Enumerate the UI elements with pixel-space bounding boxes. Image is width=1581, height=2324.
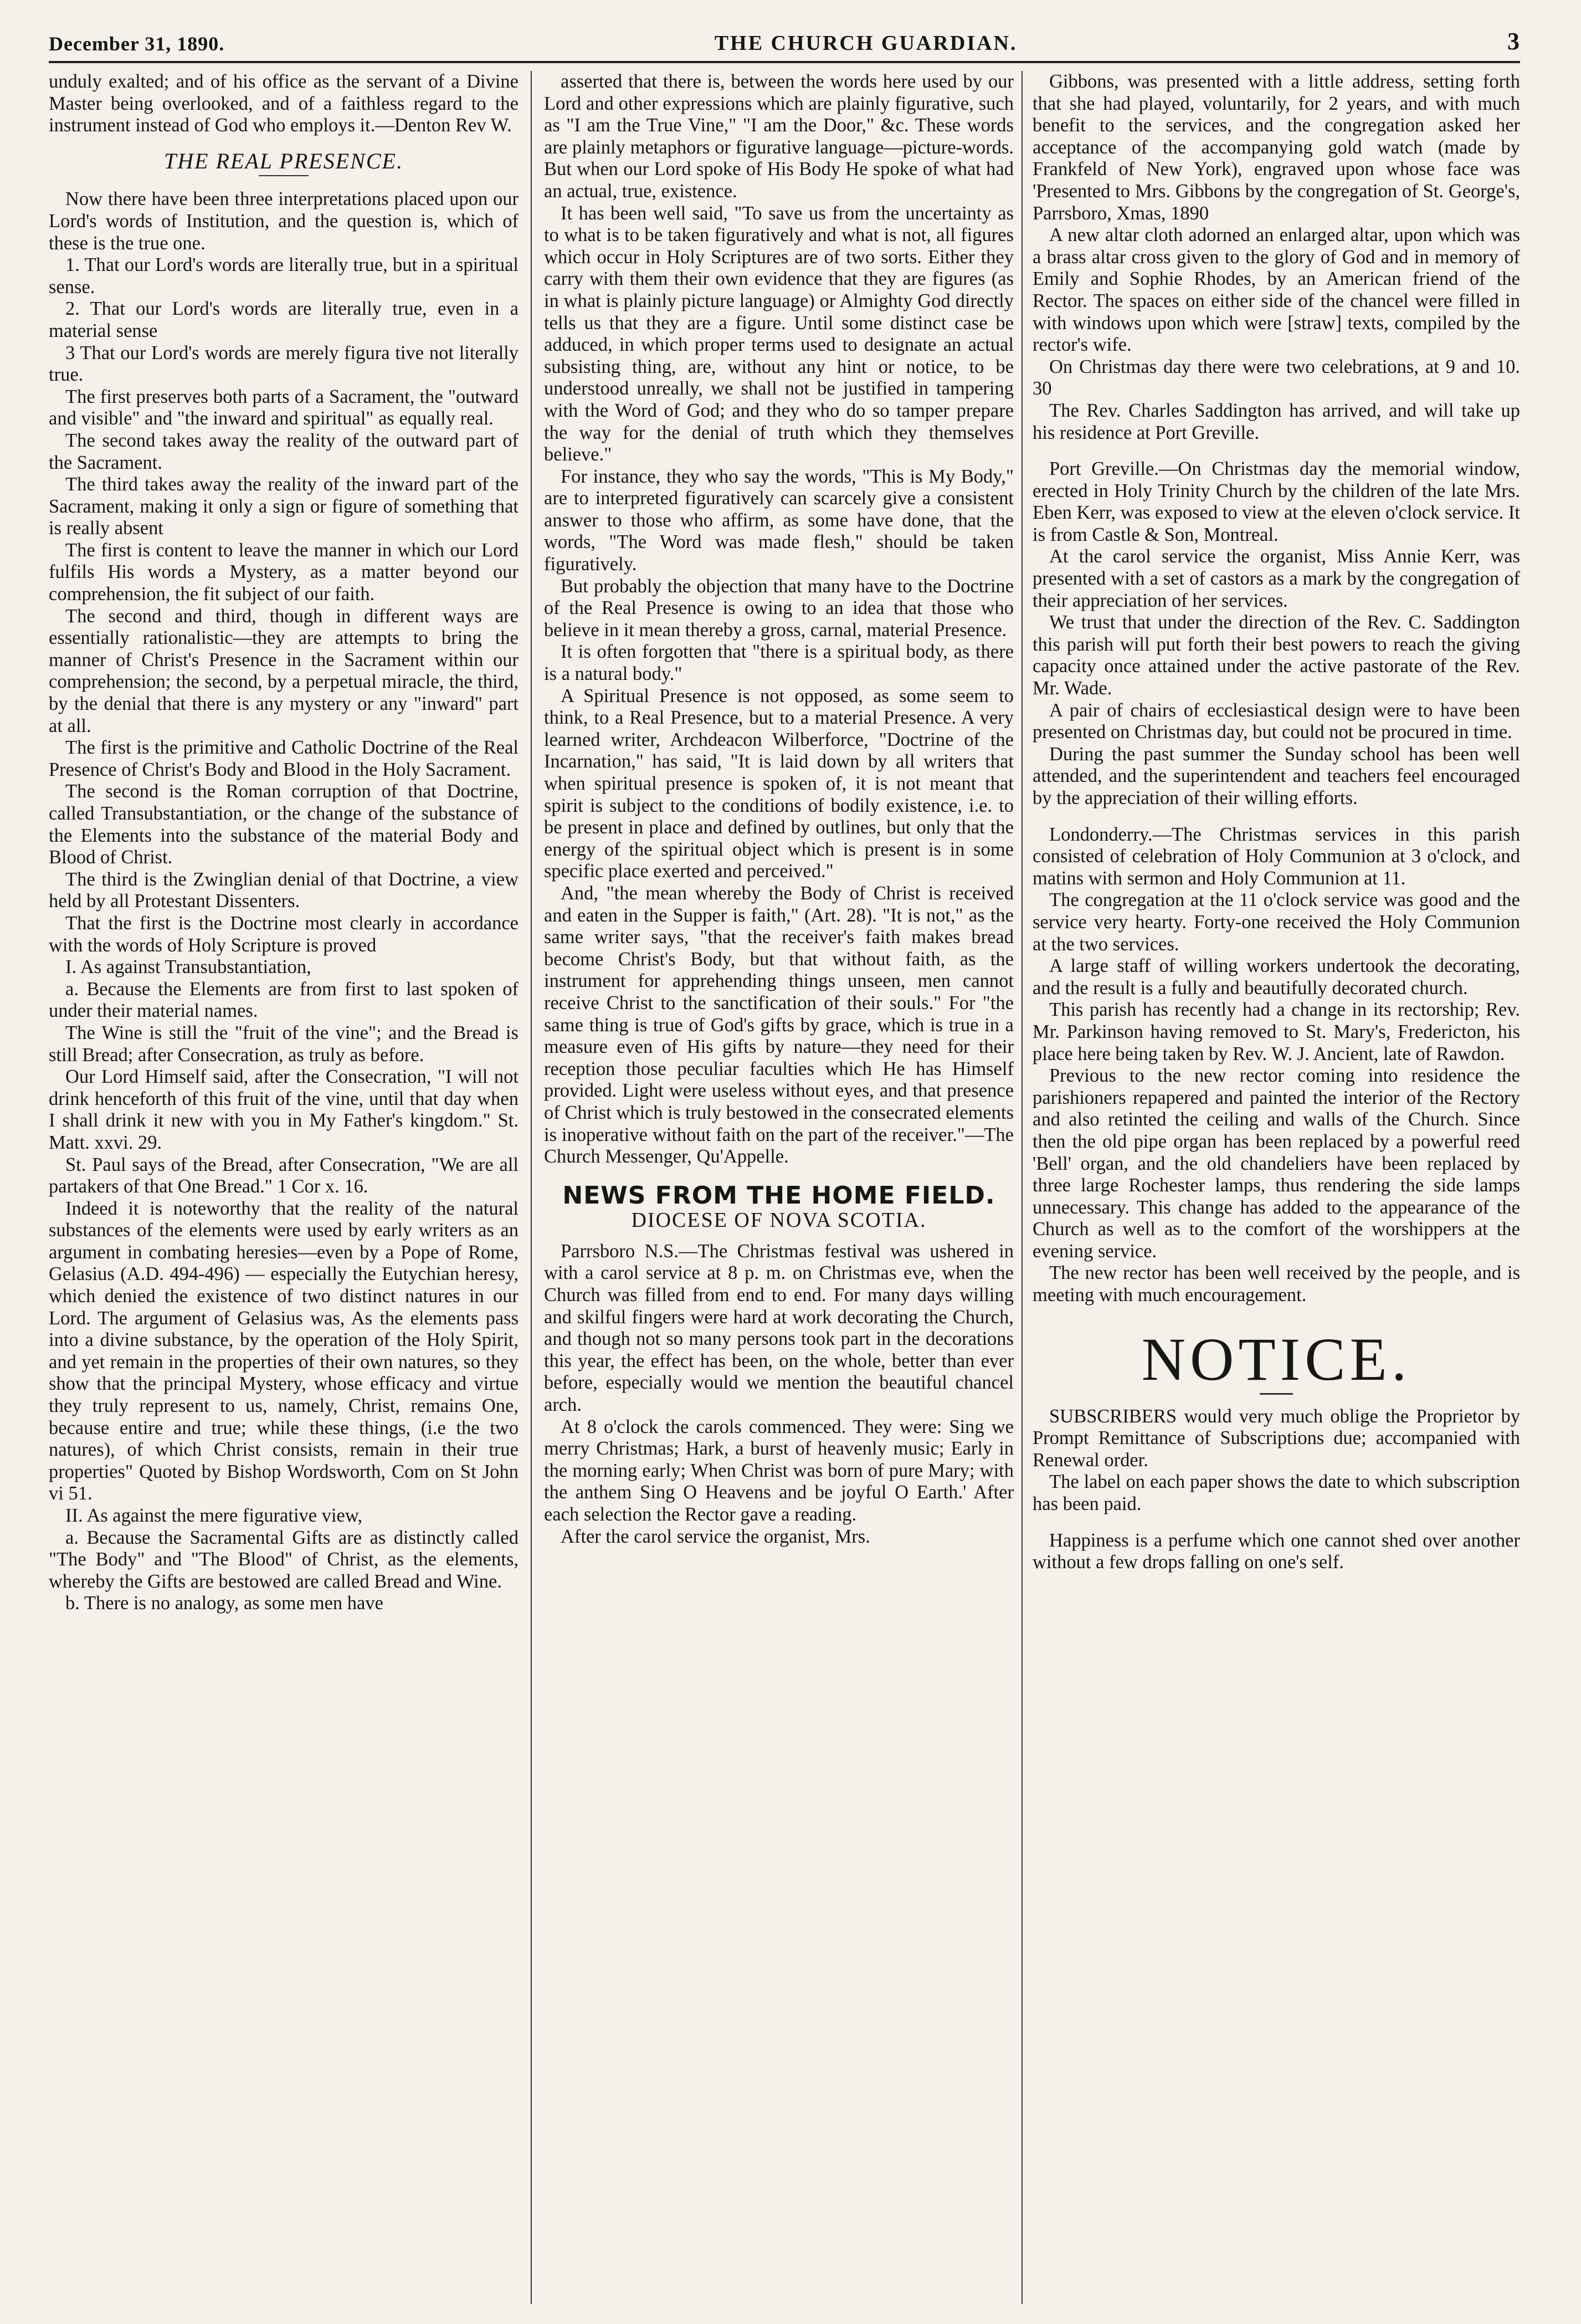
page-header: [49, 17, 1520, 55]
paragraph: Now there have been three interpretations placed upon our Lord's words of Institution, and the question is, which of these is the true one.: [49, 188, 519, 254]
paragraph: The first is content to leave the manner in which our Lord fulfils His words a Mystery, as a matter beyond our comprehension, the fit subject of our faith.: [49, 539, 519, 605]
paragraph: A new altar cloth adorned an enlarged altar, upon which was a brass altar cross given to the glory of God and in memory of Emily and Sophie Rhodes, by an American friend of the Rector. The spaces on either side of the chancel were filled in with windows upon which were [straw] texts, compiled by the rector's wife.: [1033, 224, 1520, 356]
paragraph: And, "the mean whereby the Body of Christ is received and eaten in the Supper is faith," (Art. 28). "It is not," as the same writer says, "that the receiver's faith makes bread become Christ's Body, but that without faith, as the instrument for apprehending things unseen, men cannot receive Christ to the sanctification of their souls." For "the same thing is true of God's gifts by grace, which is true in a measure even of His gifts by nature—they need for their reception those peculiar faculties which He has Himself provided. Light were useless without eyes, and that presence of Christ which is truly bestowed in the consecrated elements is inoperative without faith on the part of the receiver."—The Church Messenger, Qu'Appelle.: [544, 882, 1014, 1168]
paragraph: b. There is no analogy, as some men have: [65, 1593, 383, 1614]
article-body: [544, 71, 1014, 1168]
spacer: [1033, 444, 1520, 458]
paragraph: At the carol service the organist, Miss Annie Kerr, was presented with a set of castors as a mark by the congregation of their appreciation of her services.: [1033, 546, 1520, 611]
column-3: [1033, 71, 1520, 2299]
paragraph: Parrsboro N.S.—The Christmas festival was ushered in with a carol service at 8 p. m. on Christmas eve, when the Church was filled from end to end. For many days willing and skilful fingers were hard at work decorating the Church, and though not so many persons took part in the decorations this year, the effect has been, on the whole, better than ever before, especially would we mention the beautiful chancel arch.: [544, 1240, 1014, 1416]
news-body: [1033, 71, 1520, 444]
column-2: [544, 71, 1014, 2299]
paragraph: 2. That our Lord's words are literally true, even in a material sense: [49, 298, 519, 341]
header-title: THE CHURCH GUARDIAN.: [714, 32, 1018, 55]
page-number: 3: [1507, 28, 1520, 55]
news-body: [544, 1241, 1014, 1548]
paragraph: Previous to the new rector coming into residence the parishioners repapered and painted the interior of the Rectory and also retinted the ceiling and walls of the Church. Since then the old pipe organ has been replaced by a powerful reed 'Bell' organ, and the old chandeliers have been replaced by three large Rochester lamps, thus rendering the side lamps unnecessary. This change has added to the appearance of the Church as well as to the comfort of the worshippers at the evening service.: [1033, 1065, 1520, 1262]
paragraph: The second is the Roman corruption of that Doctrine, called Transubstantiation, or the change of the substance of the Elements into the substance of the material Body and Blood of Christ.: [49, 781, 519, 868]
column-divider: [531, 71, 532, 2304]
paragraph: Gibbons, was presented with a little address, setting forth that she had played, voluntarily, for 2 years, and with much benefit to the services, and the congregation asked her acceptance of the accompanying gold watch (made by Frankfeld of New York), engraved upon whose face was 'Presented to Mrs. Gibbons by the congregation of St. George's, Parrsboro, Xmas, 1890: [1033, 71, 1520, 224]
article-body: [49, 188, 519, 1615]
paragraph: Port Greville.—On Christmas day the memorial window, erected in Holy Trinity Church by the children of the late Mrs. Eben Kerr, was exposed to view at the eleven o'clock service. It is from Castle & Son, Montreal.: [1033, 458, 1520, 545]
notice-heading: NOTICE.: [1141, 1325, 1411, 1393]
paragraph: We trust that under the direction of the Rev. C. Saddington this parish will put forth their best powers to reach the giving capacity once attained under the active pastorate of the Rev. Mr. Wade.: [1033, 612, 1520, 699]
paragraph: II. As against the mere figurative view,: [65, 1505, 363, 1526]
paragraph: The second takes away the reality of the outward part of the Sacrament.: [49, 429, 519, 473]
paragraph: A large staff of willing workers undertook the decorating, and the result is a fully and beautifully decorated church.: [1033, 955, 1520, 999]
paragraph: a. Because the Elements are from first to last spoken of under their material names.: [49, 978, 519, 1022]
paragraph: After the carol service the organist, Mrs.: [561, 1526, 870, 1547]
paragraph: a. Because the Sacramental Gifts are as distinctly called "The Body" and "The Blood" of Christ, as the elements, whereby the Gifts are bestowed are called Bread and Wine.: [49, 1527, 519, 1592]
news-body: [1033, 824, 1520, 1307]
notice-rule: [1260, 1393, 1293, 1395]
column-1: [49, 71, 519, 2299]
paragraph: The congregation at the 11 o'clock service was good and the service very hearty. Forty-one received the Holy Communion at the two services.: [1033, 889, 1520, 955]
paragraph: A Spiritual Presence is not opposed, as some seem to think, to a Real Presence, but to a material Presence. A very learned writer, Archdeacon Wilberforce, "Doctrine of the Incarnation," has said, "It is laid down by all writers that when spiritual presence is spoken of, it is not meant that spirit is subject to the conditions of bodily existence, i.e. to be present in place and defined by outlines, but only that the energy of the spiritual object which is present is in some specific place exerted and perceived.": [544, 685, 1014, 882]
paragraph: But probably the objection that many have to the Doctrine of the Real Presence is owing to an idea that those who believe in it mean thereby a gross, carnal, material Presence.: [544, 575, 1014, 641]
paragraph: On Christmas day there were two celebrations, at 9 and 10. 30: [1033, 356, 1520, 400]
paragraph: This parish has recently had a change in its rectorship; Rev. Mr. Parkinson having removed to St. Mary's, Fredericton, his place here being taken by Rev. W. J. Ancient, late of Rawdon.: [1033, 999, 1520, 1064]
notice-body: [1033, 1406, 1520, 1516]
paragraph: The first is the primitive and Catholic Doctrine of the Real Presence of Christ's Body and Blood in the Holy Sacrament.: [49, 737, 519, 780]
paragraph: That the first is the Doctrine most clearly in accordance with the words of Holy Scripture is proved: [49, 912, 519, 956]
spacer: [1033, 1516, 1520, 1530]
paragraph: St. Paul says of the Bread, after Consecration, "We are all partakers of that One Bread." 1 Cor x. 16.: [49, 1154, 519, 1197]
heading-rule: [259, 175, 309, 176]
article-heading: THE REAL PRESENCE.: [164, 148, 403, 173]
paragraph: 3 That our Lord's words are merely figura tive not literally true.: [49, 342, 519, 386]
paragraph: It has been well said, "To save us from the uncertainty as to what is to be taken figuratively and what is not, all figures which occur in Holy Scriptures are of two sorts. Either they carry with them their own evidence that they are figures (as in what is plainly picture language) or Almighty God directly tells us that they are a figure. Until some distinct case be adduced, in which proper terms used to designate an actual subsisting thing, are, without any hint or notice, to be understood unreally, we shall not be justified in tampering with the Word of God; and they who do so tamper prepare the way for the denial of truth which they themselves believe.": [544, 202, 1014, 465]
diocese-heading: DIOCESE OF NOVA SCOTIA.: [631, 1209, 927, 1232]
paragraph: During the past summer the Sunday school has been well attended, and the superintendent and teachers feel encouraged by the appreciation of their willing efforts.: [1033, 743, 1520, 808]
paragraph: The third is the Zwinglian denial of that Doctrine, a view held by all Protestant Dissenters.: [49, 868, 519, 912]
paragraph: Indeed it is noteworthy that the reality of the natural substances of the elements were used by early writers as an argument in combating heresies—even by a Pope of Rome, Gelasius (A.D. 494-496) — especially the Eutychian heresy, which denied the existence of two distinct natures in our Lord. The argument of Gelasius was, As the elements pass into a divine substance, by the operation of the Holy Spirit, and yet remain in the properties of their own natures, so they show that the principal Mystery, whose efficacy and virtue they truly represent to us, namely, Christ, remains One, because entire and true; while these things, (i.e the two natures), of which Christ consists, remain in their true properties" Quoted by Bishop Wordsworth, Com on St John vi 51.: [49, 1197, 519, 1504]
header-date: December 31, 1890.: [49, 33, 225, 55]
paragraph: At 8 o'clock the carols commenced. They were: Sing we merry Christmas; Hark, a burst of heavenly music; Early in the morning early; When Christ was born of pure Mary; with the anthem Sing O Heavens and be joyful O Earth.' After each selection the Rector gave a reading.: [544, 1416, 1014, 1525]
paragraph: It is often forgotten that "there is a spiritual body, as there is a natural body.": [544, 641, 1014, 685]
paragraph: A pair of chairs of ecclesiastical design were to have been presented on Christmas day, but could not be procured in time.: [1033, 699, 1520, 743]
paragraph: For instance, they who say the words, "This is My Body," are to interpreted figuratively can scarcely give a consistent answer to those who affirm, as some have done, that the words, "The Word was made flesh," should be taken figuratively.: [544, 465, 1014, 575]
news-body: [1033, 458, 1520, 810]
paragraph: 1. That our Lord's words are literally true, but in a spiritual sense.: [49, 254, 519, 298]
paragraph: I. As against Transubstantiation,: [65, 956, 311, 978]
column-divider: [1022, 71, 1023, 2304]
paragraph: Londonderry.—The Christmas services in this parish consisted of celebration of Holy Communion at 3 o'clock, and matins with sermon and Holy Communion at 11.: [1033, 823, 1520, 889]
paragraph: Our Lord Himself said, after the Consecration, "I will not drink henceforth of this fruit of the vine, until that day when I shall drink it new with you in My Father's kingdom." St. Matt. xxvi. 29.: [49, 1066, 519, 1153]
paragraph: The first preserves both parts of a Sacrament, the "outward and visible" and "the inward and spiritual" as equally real.: [49, 386, 519, 429]
paragraph: The second and third, though in different ways are essentially rationalistic—they are attempts to bring the manner of Christ's Presence in the Sacrament within our comprehension; the second, by a perpetual miracle, the third, by the denial that there is any mystery or any "inward" part at all.: [49, 605, 519, 736]
paragraph: The third takes away the reality of the inward part of the Sacrament, making it only a sign or figure of something that is really absent: [49, 474, 519, 539]
paragraph: The Wine is still the "fruit of the vine"; and the Bread is still Bread; after Consecration, as truly as before.: [49, 1022, 519, 1066]
header-rule: [49, 61, 1520, 63]
closing-quote: Happiness is a perfume which one cannot shed over another without a few drops falling on one's self.: [1033, 1529, 1520, 1573]
paragraph: unduly exalted; and of his office as the servant of a Divine Master being overlooked, and of a faithless regard to the instrument instead of God who employs it.—Denton Rev W.: [49, 71, 519, 136]
paragraph: The new rector has been well received by the people, and is meeting with much encouragement.: [1033, 1262, 1520, 1306]
paragraph: asserted that there is, between the words here used by our Lord and other expressions which are plainly figurative, such as "I am the True Vine," "I am the Door," &c. These words are plainly metaphors or figurative language—picture-words. But when our Lord spoke of His Body He spoke of what had an actual, true, existence.: [544, 71, 1014, 202]
section-heading: NEWS FROM THE HOME FIELD.: [562, 1181, 995, 1210]
paragraph: SUBSCRIBERS would very much oblige the Proprietor by Prompt Remittance of Subscriptions due; accompanied with Renewal order.: [1033, 1405, 1520, 1471]
paragraph: The Rev. Charles Saddington has arrived, and will take up his residence at Port Greville.: [1033, 400, 1520, 443]
spacer: [1033, 810, 1520, 824]
paragraph: The label on each paper shows the date to which subscription has been paid.: [1033, 1471, 1520, 1515]
